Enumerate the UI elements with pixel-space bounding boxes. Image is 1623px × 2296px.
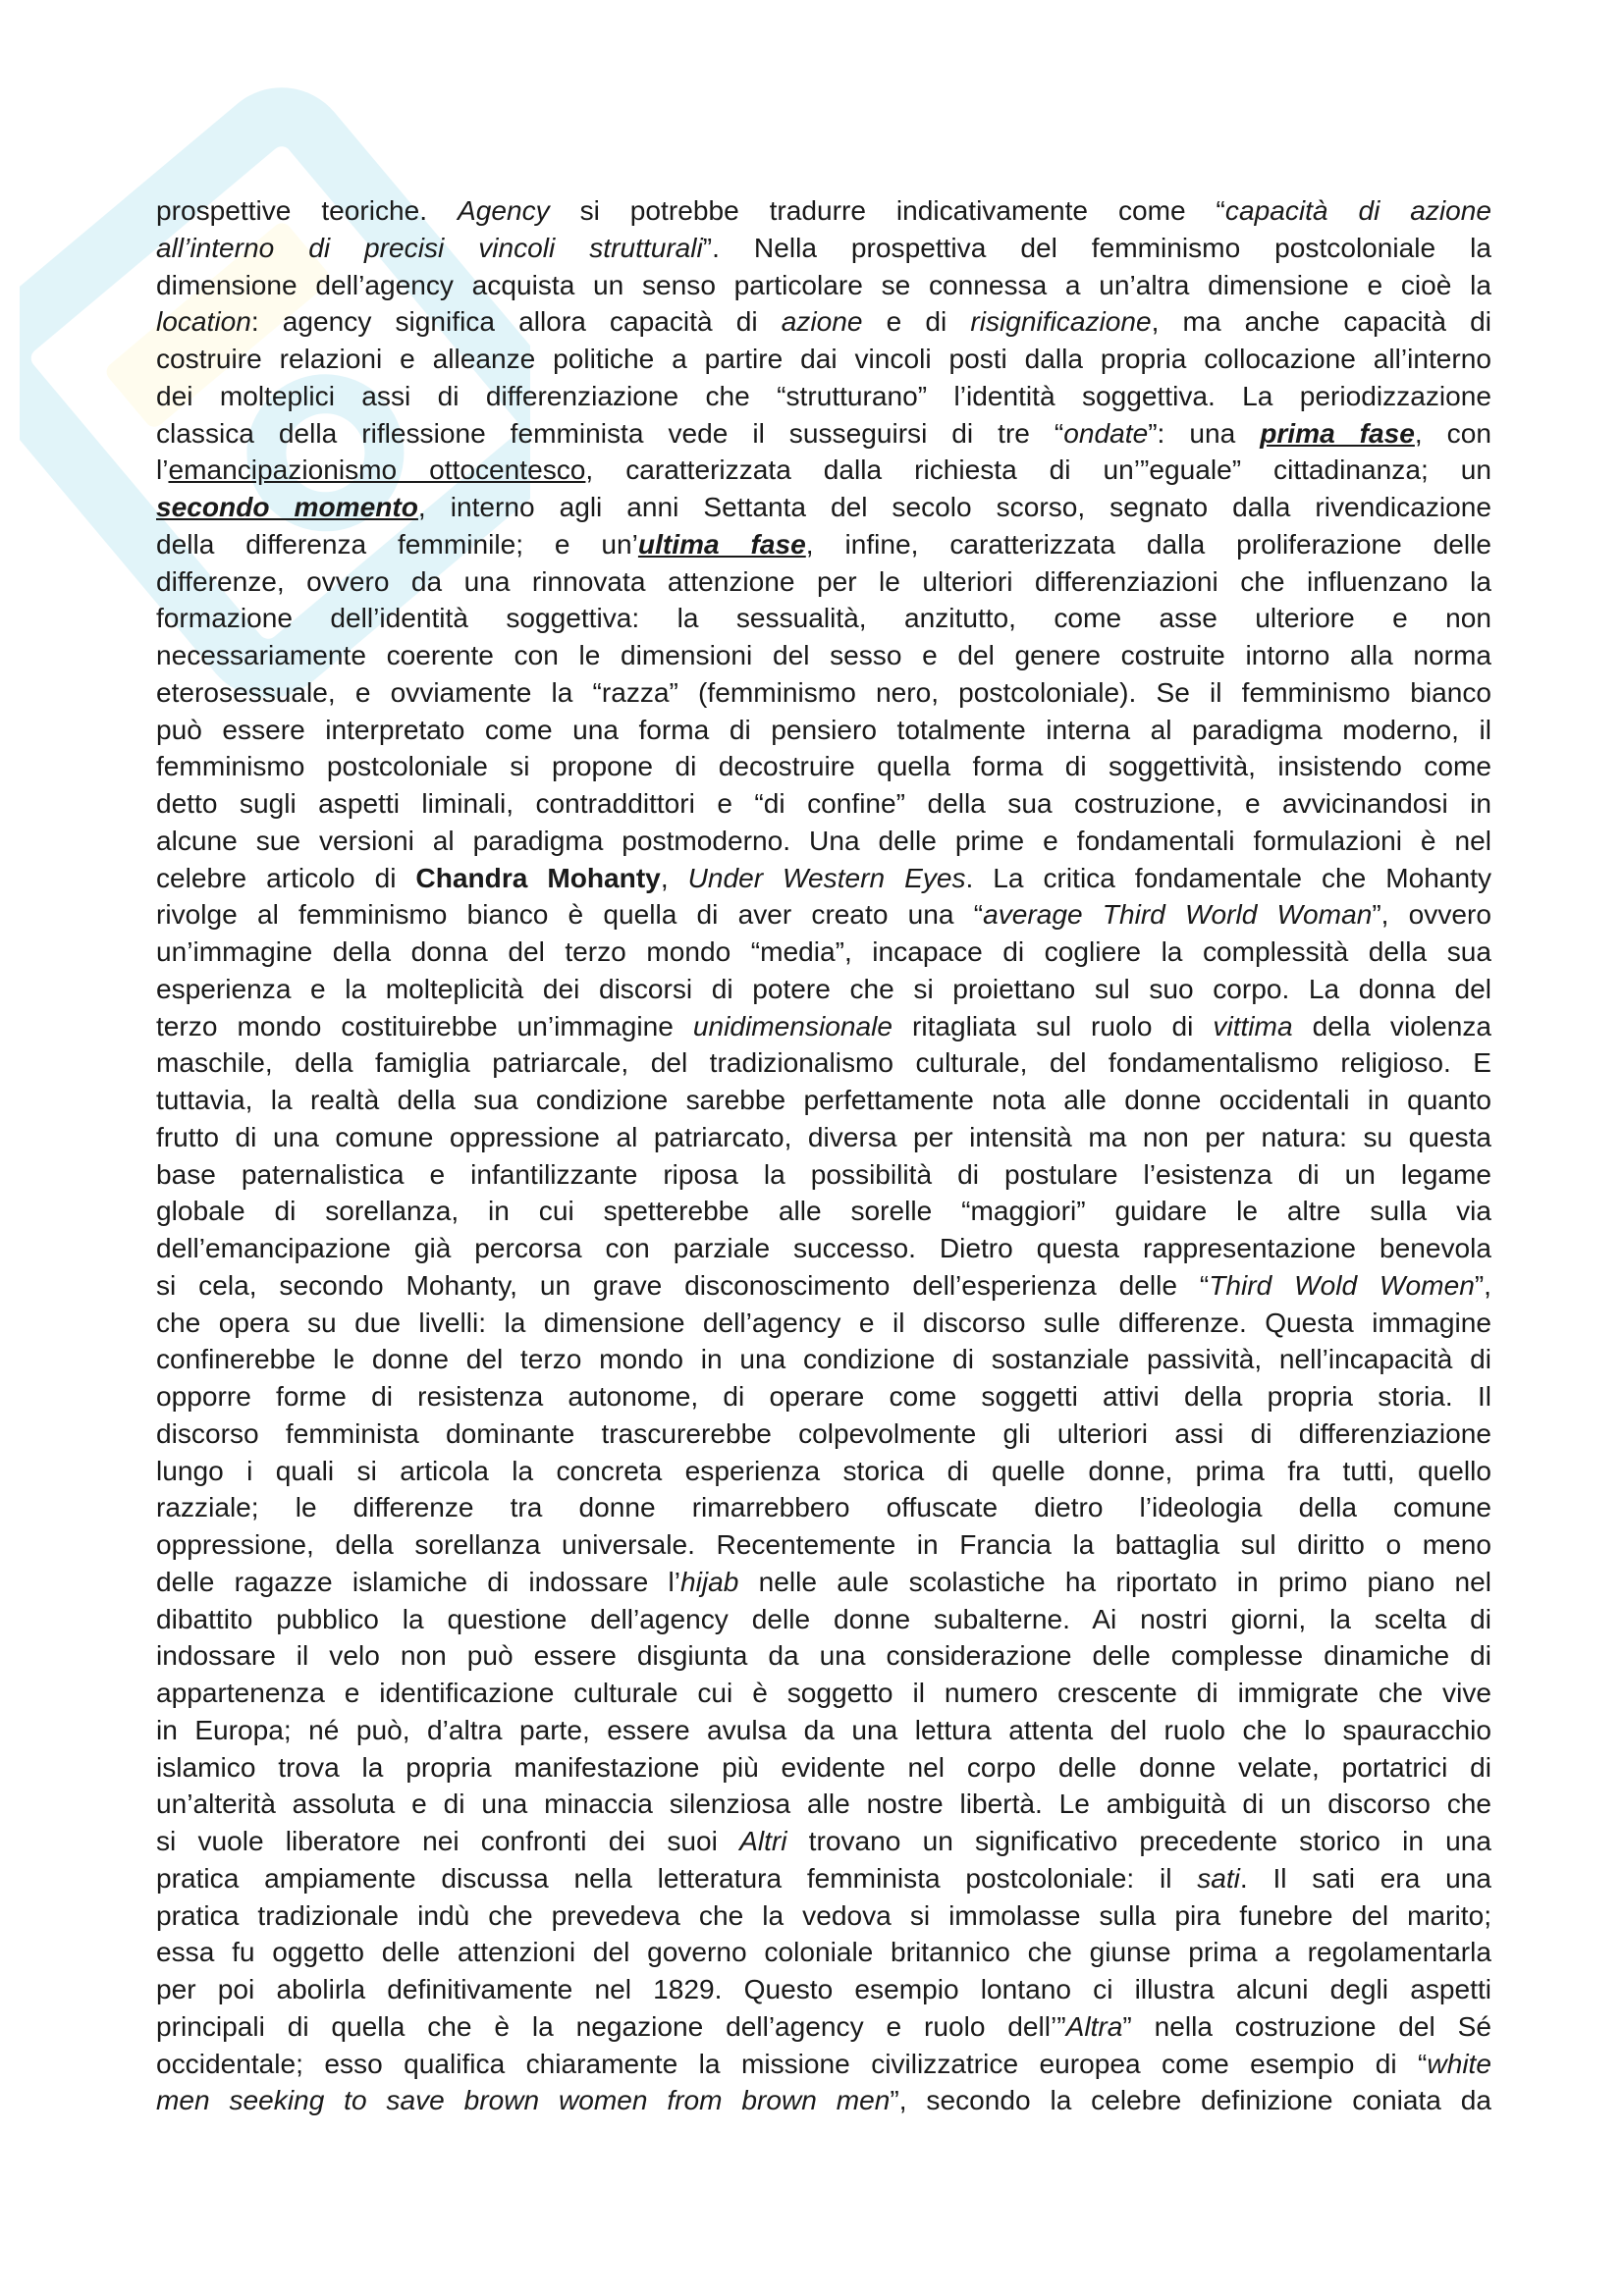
emphasis-text: sati: [1197, 1862, 1240, 1894]
text-run: alcune sue versioni al paradigma postmoderno. Una delle prime e fondamentali formulazioni è nel: [156, 825, 1491, 856]
text-run: si vuole liberatore nei confronti dei suoi: [156, 1826, 740, 1856]
text-line: [156, 1637, 1491, 1675]
text-run: dell’emancipazione già percorsa con parziale successo. Dietro questa rappresentazione benevola: [156, 1233, 1491, 1263]
emphasis-text: all’interno di precisi vincoli strutturali: [156, 232, 703, 263]
text-line: [156, 1267, 1491, 1305]
text-run: prospettive teoriche.: [156, 195, 458, 226]
text-line: [156, 674, 1491, 712]
text-line: [156, 1712, 1491, 1749]
text-line: [156, 637, 1491, 674]
text-line: [156, 896, 1491, 934]
text-line: [156, 971, 1491, 1008]
emphasis-text: location: [156, 306, 251, 338]
text-run: dibattito pubblico la questione dell’agency delle donne subalterne. Ai nostri giorni, la scelta di: [156, 1603, 1491, 1634]
text-run: un’alterità assoluta e di una minaccia silenziosa alle nostre libertà. Le ambiguità di un discorso che: [156, 1789, 1491, 1820]
text-run: occidentale; esso qualifica chiaramente la missione civilizzatrice europea come esempio di “: [156, 2048, 1428, 2079]
emphasis-text: ondate: [1063, 417, 1149, 449]
text-run: pratica tradizionale indù che prevedeva che la vedova si immolasse sulla pira funebre del marito;: [156, 1899, 1491, 1931]
text-line: [156, 1341, 1491, 1378]
text-line: [156, 303, 1491, 341]
text-run: che opera su due livelli: la dimensione dell’agency e il discorso sulle differenze. Questa immagine: [156, 1307, 1491, 1338]
text-run: , infine, caratterizzata dalla proliferazione delle: [805, 528, 1491, 560]
text-run: tuttavia, la realtà della sua condizione sarebbe perfettamente nota alle donne occidentali in quanto: [156, 1085, 1491, 1115]
document-body: [156, 192, 1491, 2119]
text-line: [156, 1415, 1491, 1453]
text-line: [156, 378, 1491, 415]
emphasis-text: prima fase: [1260, 417, 1415, 449]
text-run: frutto di una comune oppressione al patriarcato, diversa per intensità ma non per natura: su questa: [156, 1121, 1491, 1152]
text-line: [156, 230, 1491, 267]
text-line: [156, 1675, 1491, 1712]
emphasis-text: Altra: [1065, 2010, 1123, 2042]
text-line: [156, 1082, 1491, 1119]
text-line: [156, 1934, 1491, 1971]
text-run: rivolge al femminismo bianco è quella di aver creato una “: [156, 899, 984, 931]
text-run: ”, secondo la celebre definizione coniata da: [890, 2085, 1491, 2116]
text-run: formazione dell’identità soggettiva: la sessualità, anzitutto, come asse ulteriore e non: [156, 603, 1491, 634]
text-run: appartenenza e identificazione culturale cui è soggetto il numero crescente di immigrate che vive: [156, 1678, 1491, 1708]
text-line: [156, 267, 1491, 304]
text-run: , interno agli anni Settanta del secolo scorso, segnato dalla rivendicazione: [417, 492, 1491, 522]
text-run: . Il sati era una: [1239, 1862, 1491, 1894]
emphasis-text: secondo momento: [156, 492, 418, 522]
text-line: [156, 1230, 1491, 1267]
text-run: opporre forme di resistenza autonome, di operare come soggetti attivi della propria storia. Il: [156, 1381, 1491, 1412]
text-line: [156, 1601, 1491, 1638]
text-line: [156, 1749, 1491, 1787]
emphasis-text: white: [1427, 2048, 1491, 2079]
text-line: [156, 1564, 1491, 1601]
text-run: della differenza femminile; e un’: [156, 528, 638, 560]
text-line: [156, 860, 1491, 897]
text-run: in Europa; né può, d’altra parte, essere avulsa da una lettura attenta del ruolo che lo spauracchio: [156, 1714, 1491, 1745]
emphasis-text: Chandra Mohanty: [415, 862, 661, 893]
emphasis-text: risignificazione: [970, 306, 1152, 338]
text-run: principali di quella che è la negazione dell’agency e ruolo dell’”: [156, 2010, 1066, 2042]
text-line: [156, 823, 1491, 860]
text-line: [156, 1119, 1491, 1156]
text-line: [156, 1860, 1491, 1897]
text-line: [156, 1489, 1491, 1526]
emphasis-text: Under Western Eyes: [687, 862, 966, 893]
text-run: ”,: [1474, 1269, 1491, 1301]
text-run: eterosessuale, e ovviamente la “razza” (femminismo nero, postcoloniale). Se il femminismo bianco: [156, 676, 1491, 708]
text-run: discorso femminista dominante trascurerebbe colpevolmente gli ulteriori assi di differenziazione: [156, 1417, 1491, 1449]
emphasis-text: Agency: [457, 195, 550, 226]
text-run: : agency significa allora capacità di: [250, 306, 782, 338]
text-line: [156, 600, 1491, 637]
text-run: islamico trova la propria manifestazione più evidente nel corpo delle donne velate, portatrici di: [156, 1751, 1491, 1783]
text-line: [156, 1044, 1491, 1082]
text-line: [156, 1305, 1491, 1342]
emphasis-text: vittima: [1213, 1010, 1293, 1041]
text-run: ” nella costruzione del Sé: [1122, 2010, 1491, 2042]
text-run: costruire relazioni e alleanze politiche a partire dai vincoli posti dalla propria collocazione all’interno: [156, 344, 1491, 374]
text-run: indossare il velo non può essere disgiunta da una considerazione delle complesse dinamiche di: [156, 1640, 1491, 1672]
text-run: nelle aule scolastiche ha riportato in primo piano nel: [738, 1566, 1491, 1597]
text-run: globale di sorellanza, in cui spetterebbe alle sorelle “maggiori” guidare le altre sulla via: [156, 1196, 1491, 1227]
text-run: confinerebbe le donne del terzo mondo in una condizione di sostanziale passività, nell’incapacità di: [156, 1344, 1491, 1375]
text-line: [156, 563, 1491, 601]
text-run: ritagliata sul ruolo di: [892, 1010, 1214, 1041]
text-line: [156, 2046, 1491, 2083]
text-line: [156, 748, 1491, 785]
text-line: [156, 1823, 1491, 1860]
text-line: [156, 1786, 1491, 1823]
text-line: [156, 1193, 1491, 1230]
text-line: [156, 1378, 1491, 1415]
text-run: ”: una: [1148, 417, 1261, 449]
text-line: [156, 1971, 1491, 2008]
text-run: esperienza e la molteplicità dei discorsi di potere che si proiettano sul suo corpo. La donna del: [156, 973, 1491, 1004]
emphasis-text: men seeking to save brown women from brown men: [156, 2085, 891, 2116]
emphasis-text: unidimensionale: [692, 1010, 893, 1041]
text-run: detto sugli aspetti liminali, contraddittori e “di confine” della sua costruzione, e avvicinandosi in: [156, 788, 1491, 819]
text-run: ”, ovvero: [1372, 899, 1491, 931]
text-line: [156, 1897, 1491, 1935]
text-line: [156, 489, 1491, 526]
text-line: [156, 526, 1491, 563]
text-run: per poi abolirla definitivamente nel 1829. Questo esempio lontano ci illustra alcuni degli aspetti: [156, 1974, 1491, 2004]
text-run: pratica ampiamente discussa nella letteratura femminista postcoloniale: il: [156, 1862, 1198, 1894]
text-run: delle ragazze islamiche di indossare l’: [156, 1566, 680, 1597]
text-run: , caratterizzata dalla richiesta di un’”eguale” cittadinanza; un: [585, 454, 1491, 486]
text-run: ,: [660, 862, 688, 893]
text-run: lungo i quali si articola la concreta esperienza storica di quelle donne, prima fra tutti, quello: [156, 1455, 1491, 1486]
text-run: della violenza: [1292, 1010, 1491, 1041]
text-run: un’immagine della donna del terzo mondo “media”, incapace di cogliere la complessità della sua: [156, 936, 1491, 967]
emphasis-text: average Third World Woman: [983, 899, 1373, 931]
text-run: , con: [1414, 417, 1491, 449]
emphasis-text: capacità di azione: [1224, 195, 1491, 226]
emphasis-text: Third Wold Women: [1209, 1269, 1475, 1301]
text-line: [156, 934, 1491, 971]
text-run: base paternalistica e infantilizzante riposa la possibilità di postulare l’esistenza di un legame: [156, 1158, 1491, 1190]
text-run: dei molteplici assi di differenziazione che “strutturano” l’identità soggettiva. La periodizzazione: [156, 380, 1491, 411]
emphasis-text: emancipazionismo ottocentesco: [168, 454, 586, 486]
text-line: [156, 1453, 1491, 1490]
text-run: si cela, secondo Mohanty, un grave disconoscimento dell’esperienza delle “: [156, 1269, 1210, 1301]
text-run: l’: [156, 454, 169, 486]
text-run: terzo mondo costituirebbe un’immagine: [156, 1010, 693, 1041]
text-run: femminismo postcoloniale si propone di decostruire quella forma di soggettività, insistendo come: [156, 751, 1491, 782]
text-run: dimensione dell’agency acquista un senso particolare se connessa a un’altra dimensione e cioè la: [156, 269, 1491, 300]
text-run: ”. Nella prospettiva del femminismo postcoloniale la: [702, 232, 1491, 263]
emphasis-text: azione: [781, 306, 863, 338]
text-line: [156, 2082, 1491, 2119]
text-run: classica della riflessione femminista vede il susseguirsi di tre “: [156, 417, 1064, 449]
text-run: oppressione, della sorellanza universale. Recentemente in Francia la battaglia sul diritto o meno: [156, 1529, 1491, 1560]
text-run: trovano un significativo precedente storico in una: [786, 1826, 1491, 1856]
text-run: razziale; le differenze tra donne rimarrebbero offuscate dietro l’ideologia della comune: [156, 1492, 1491, 1523]
text-line: [156, 712, 1491, 749]
emphasis-text: ultima fase: [637, 528, 806, 560]
emphasis-text: hijab: [679, 1566, 739, 1597]
text-line: [156, 452, 1491, 489]
text-run: , ma anche capacità di: [1151, 306, 1491, 338]
text-line: [156, 2008, 1491, 2046]
text-line: [156, 415, 1491, 453]
text-line: [156, 1008, 1491, 1045]
text-run: . La critica fondamentale che Mohanty: [965, 862, 1491, 893]
text-line: [156, 1526, 1491, 1564]
text-run: può essere interpretato come una forma di pensiero totalmente interna al paradigma moderno, il: [156, 714, 1491, 745]
text-run: maschile, della famiglia patriarcale, del tradizionalismo culturale, del fondamentalismo religioso. E: [156, 1047, 1491, 1079]
text-line: [156, 341, 1491, 378]
text-run: e di: [862, 306, 971, 338]
text-run: essa fu oggetto delle attenzioni del governo coloniale britannico che giunse prima a regolamentarla: [156, 1937, 1491, 1968]
text-run: differenze, ovvero da una rinnovata attenzione per le ulteriori differenziazioni che influenzano la: [156, 565, 1491, 597]
text-run: celebre articolo di: [156, 862, 416, 893]
text-run: si potrebbe tradurre indicativamente come “: [549, 195, 1225, 226]
text-line: [156, 785, 1491, 823]
text-line: [156, 1156, 1491, 1194]
emphasis-text: Altri: [739, 1826, 787, 1856]
text-line: [156, 192, 1491, 230]
text-run: necessariamente coerente con le dimensioni del sesso e del genere costruite intorno alla norma: [156, 640, 1491, 670]
